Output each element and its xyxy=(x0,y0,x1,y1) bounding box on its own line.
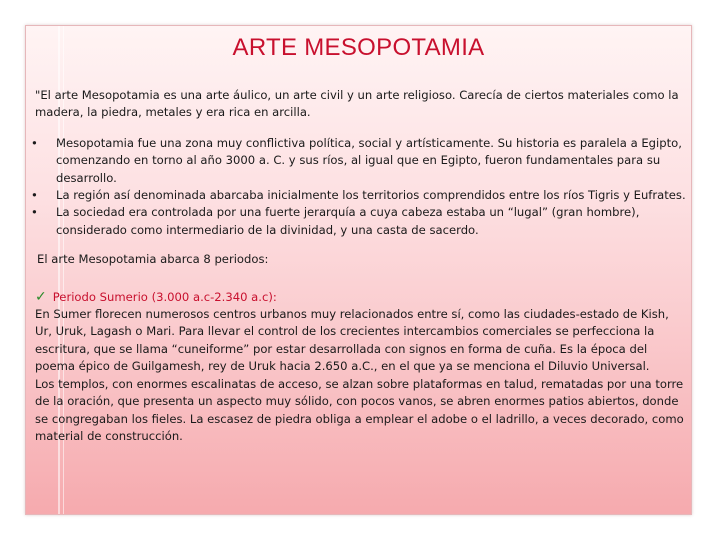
checkmark-icon: ✓ xyxy=(35,288,47,305)
periods-intro: El arte Mesopotamia abarca 8 periodos: xyxy=(37,252,269,267)
bullet-item: • La sociedad era controlada por una fuerte jerarquía a cuya cabeza estaba un “lugal” (gran hombre), considerado como intermediario de la divinidad, y una casta de sacerdo. xyxy=(35,204,687,239)
bullet-item: • La región así denominada abarcaba inicialmente los territorios comprendidos entre los ríos Tigris y Eufrates. xyxy=(35,187,687,204)
intro-paragraph: "El arte Mesopotamia es una arte áulico, un arte civil y un arte religioso. Carecía de ciertos materiales como la madera, la piedra, metales y era rica en arcilla. xyxy=(35,88,679,120)
temples-paragraph: Los templos, con enormes escalinatas de acceso, se alzan sobre plataformas en talud, rematadas por una torre de la oración, que presenta un aspecto muy sólido, con pocos vanos, se abren enormes patios abiertos, donde se congregaban los fieles. La escasez de piedra obliga a emplear el adobe o el ladrillo, a veces decorado, como material de construcción. xyxy=(35,376,684,443)
period-heading: Periodo Sumerio (3.000 a.c-2.340 a.c): xyxy=(52,289,277,304)
slide-content xyxy=(35,87,687,445)
period-heading-line xyxy=(35,289,687,306)
slide xyxy=(25,25,692,515)
bullet-list xyxy=(35,135,687,239)
slide-title: ARTE MESOPOTAMIA xyxy=(232,34,485,61)
sumer-paragraph: En Sumer florecen numerosos centros urbanos muy relacionados entre sí, como las ciudades-estado de Kish, Ur, Uruk, Lagash o Mari. Para llevar el control de los crecientes intercambios comerciales se perfecciona la escritura, que se llama “cuneiforme” por estar desarrollada con signos en forma de cuña. Es la época del poema épico de Guilgamesh, rey de Uruk hacia 2.650 a.C., en el que ya se menciona el Diluvio Universal. xyxy=(35,307,669,374)
bullet-item: • Mesopotamia fue una zona muy conflictiva política, social y artísticamente. Su historia es paralela a Egipto, comenzando en torno al año 3000 a. C. y sus ríos, al igual que en Egipto, fueron fundamentales para su desarrollo. xyxy=(35,135,687,187)
